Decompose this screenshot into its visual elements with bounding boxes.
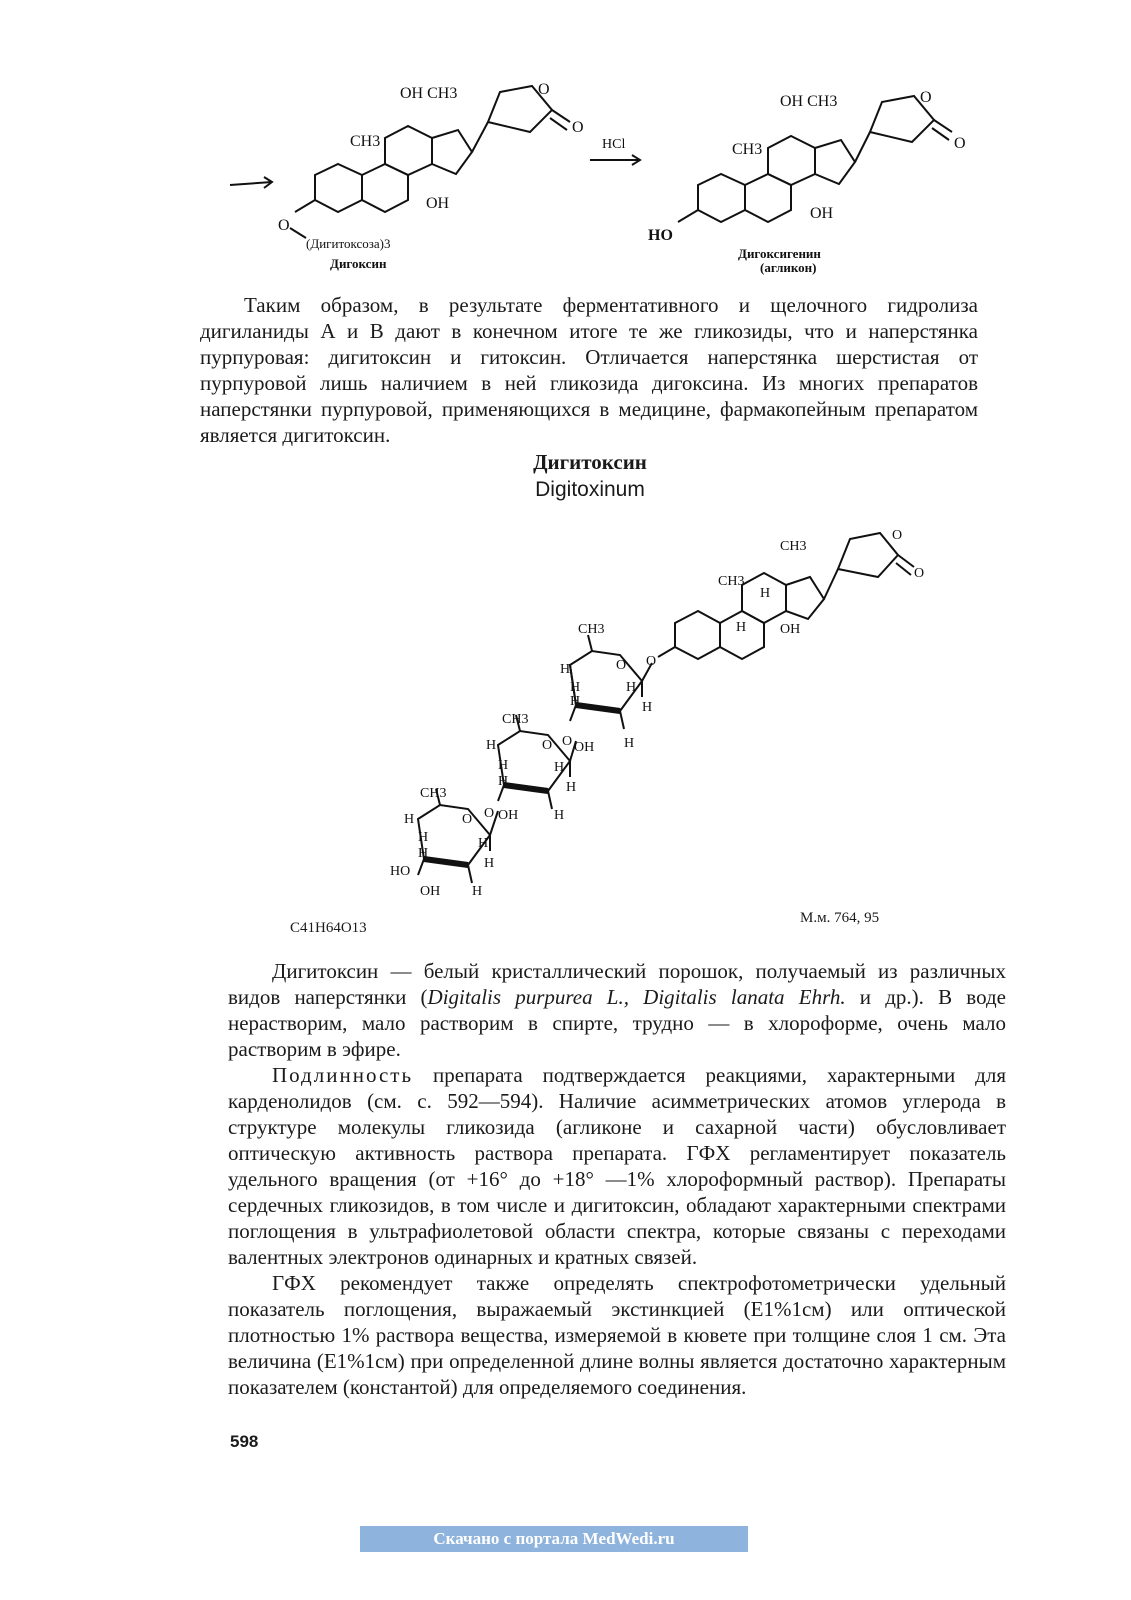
svg-text:O: O [572, 119, 584, 136]
svg-text:O: O [954, 135, 966, 152]
paragraph-2 [228, 958, 1006, 1062]
svg-text:O: O [914, 566, 925, 581]
paragraph-2-a: Дигитоксин — белый кристаллический порошок, получаемый из различных видов наперстянки ( [228, 959, 1006, 1009]
paragraph-3-text: препарата подтверждается реакциями, характерными для карденолидов (см. с. 592—594). Наличие асимметрических атомов углерода в структуре молекулы гликозида (агликоне и сахарной части) обусловливает оптическую активность раствора препарата. ГФХ регламентирует показатель удельного вращения (от +16° до +18° —1% хлороформный раствор). Препараты сердечных гликозидов, в том числе и дигитоксин, обладают характерными спектрами поглощения в ультрафиолетовой области спектра, которые связаны с переходами валентных электронов одинарных и кратных связей. [228, 1063, 1006, 1269]
svg-text:CH3: CH3 [578, 622, 605, 637]
svg-text:H: H [736, 620, 747, 635]
svg-text:H: H [498, 774, 509, 789]
left-caption: Дигоксин [330, 256, 387, 271]
digitoxin-structure [380, 515, 940, 910]
label-oh-ch3-left: OH CH3 [400, 85, 458, 102]
paragraph-2-b: и др.). В воде нерастворим, мало растворим в спирте, трудно — в хлороформе, очень мало растворим в эфире. [228, 985, 1006, 1061]
label-ch3-left: CH3 [350, 133, 381, 150]
svg-text:O: O [920, 89, 932, 106]
svg-text:H: H [498, 758, 509, 773]
svg-text:CH3: CH3 [420, 786, 447, 801]
svg-text:H: H [760, 586, 771, 601]
svg-text:O: O [892, 528, 903, 543]
svg-text:CH3: CH3 [502, 712, 529, 727]
svg-text:O: O [646, 654, 657, 669]
svg-text:O: O [542, 738, 553, 753]
label-o-left: O [278, 217, 290, 234]
molecular-formula: C41H64O13 [290, 920, 367, 936]
paragraph-3-lead: Подлинность [272, 1063, 414, 1087]
label-oh-left: OH [426, 195, 450, 212]
paragraph-1 [200, 292, 978, 448]
svg-text:H: H [486, 738, 497, 753]
svg-text:HO: HO [648, 227, 673, 244]
svg-text:OH: OH [780, 622, 801, 637]
svg-text:CH3: CH3 [718, 574, 745, 589]
right-caption-2: (агликон) [760, 260, 817, 275]
paragraph-2-latin: Digitalis purpurea L., Digitalis lanata Ehrh. [427, 985, 846, 1009]
page-number: 598 [230, 1432, 259, 1451]
svg-text:OH: OH [810, 205, 834, 222]
svg-text:O: O [538, 81, 550, 98]
svg-text:OH: OH [420, 884, 441, 899]
svg-text:H: H [478, 836, 489, 851]
svg-text:H: H [642, 700, 653, 715]
svg-text:CH3: CH3 [780, 539, 807, 554]
reagent-label: HCl [602, 137, 626, 152]
svg-text:H: H [570, 694, 581, 709]
svg-text:O: O [562, 734, 573, 749]
svg-text:OH CH3: OH CH3 [780, 93, 838, 110]
svg-text:OH: OH [498, 808, 519, 823]
svg-text:H: H [566, 780, 577, 795]
molecular-mass: М.м. 764, 95 [800, 910, 880, 926]
svg-text:CH3: CH3 [732, 141, 763, 158]
paragraph-4-text: ГФХ рекомендует также определять спектрофотометрически удельный показатель поглощения, выражаемый экстинкцией (E1%1см) или оптической плотностью 1% раствора вещества, измеряемой в кювете при толщине слоя 1 см. Эта величина (E1%1см) при определенной длине волны является достаточно характерным показателем (константой) для определяемого соединения. [228, 1271, 1006, 1399]
right-caption-1: Дигоксигенин [738, 246, 821, 261]
svg-text:HO: HO [390, 864, 411, 879]
svg-text:H: H [418, 830, 429, 845]
title-lat: Digitoxinum [535, 478, 645, 501]
reaction-scheme [220, 60, 980, 290]
svg-text:H: H [472, 884, 483, 899]
title-ru: Дигитоксин [533, 450, 647, 474]
download-banner[interactable]: Скачано с портала MedWedi.ru [360, 1526, 748, 1552]
sugar-label: (Дигитоксоза)3 [306, 236, 391, 251]
paragraph-4 [228, 1270, 1006, 1400]
svg-text:H: H [554, 760, 565, 775]
svg-text:O: O [616, 658, 627, 673]
svg-text:H: H [484, 856, 495, 871]
svg-text:O: O [484, 806, 495, 821]
svg-text:H: H [554, 808, 565, 823]
svg-text:H: H [560, 662, 571, 677]
svg-text:O: O [462, 812, 473, 827]
svg-text:H: H [404, 812, 415, 827]
paragraph-3 [228, 1062, 1006, 1270]
svg-text:H: H [570, 680, 581, 695]
svg-text:H: H [624, 736, 635, 751]
svg-text:H: H [626, 680, 637, 695]
svg-text:OH: OH [574, 740, 595, 755]
svg-text:H: H [418, 846, 429, 861]
paragraph-1-text: Таким образом, в результате ферментативного и щелочного гидролиза дигиланиды А и В дают в конечном итоге те же гликозиды, что и наперстянка пурпуровая: дигитоксин и гитоксин. Отличается наперстянка шерстистая от пурпуровой лишь наличием в ней гликозида дигоксина. Из многих препаратов наперстянки пурпуровой, применяющихся в медицине, фармакопейным препаратом является дигитоксин. [200, 293, 978, 447]
